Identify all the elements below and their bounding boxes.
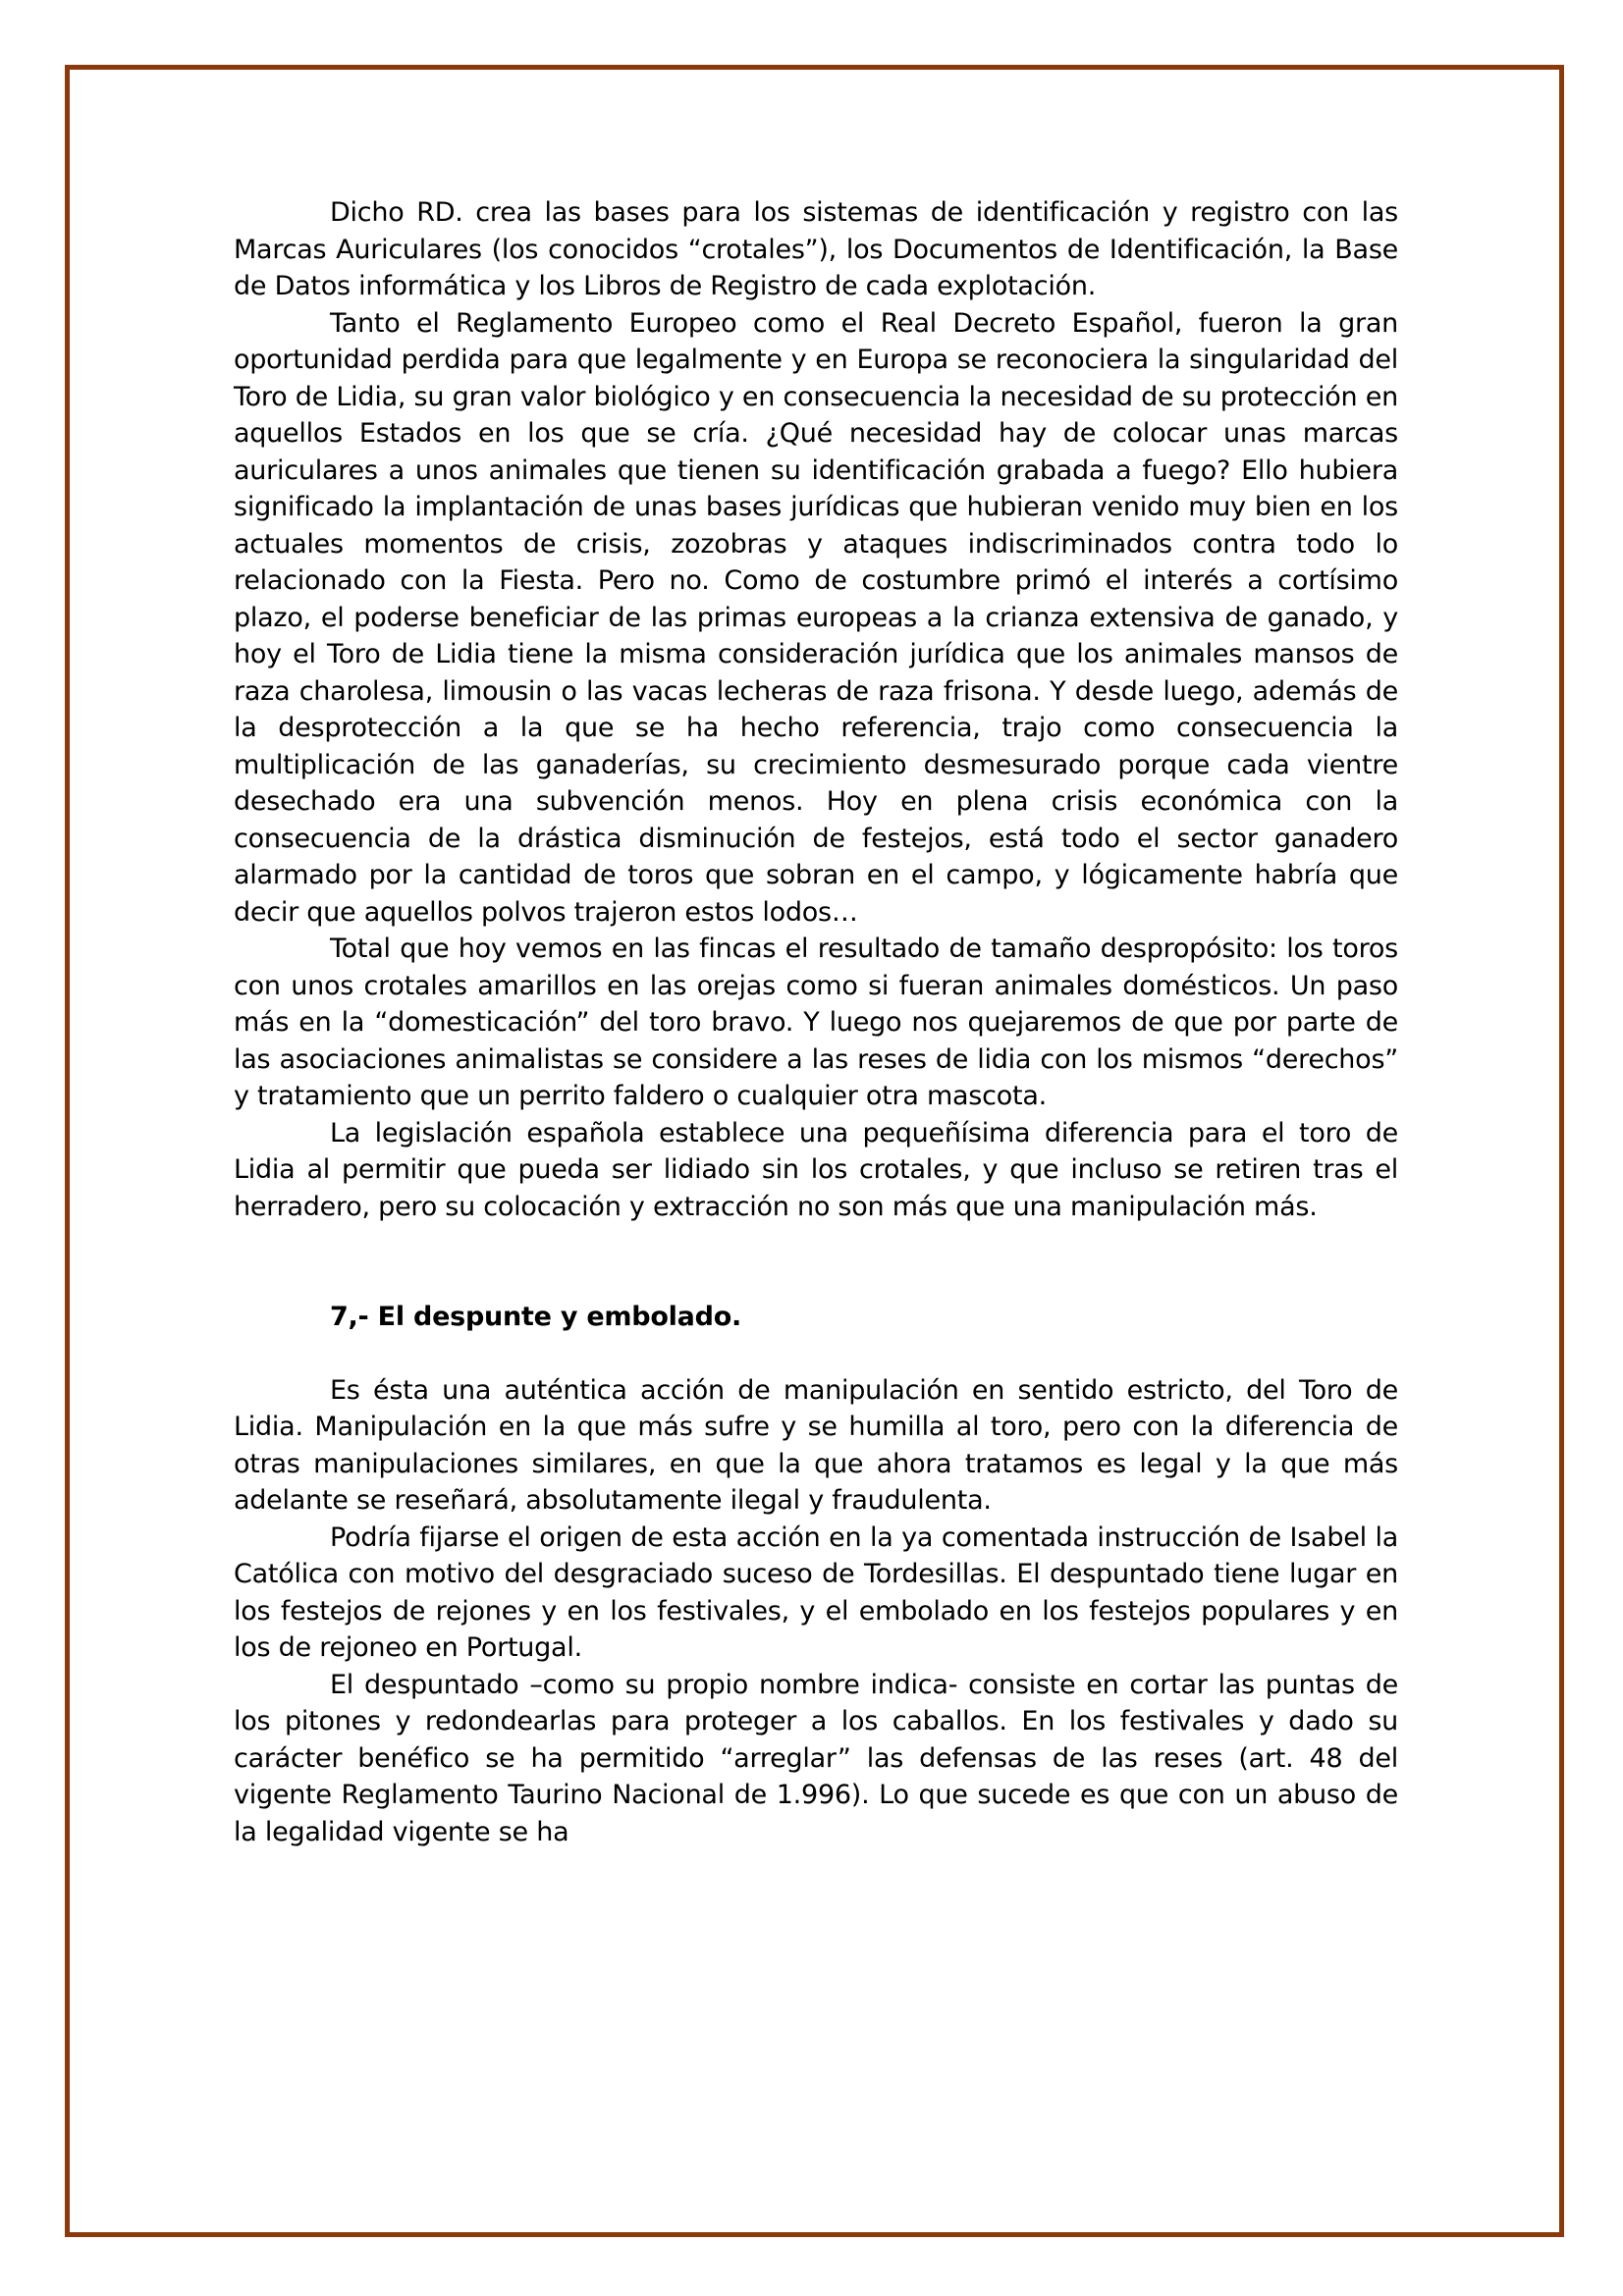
document-body	[234, 194, 1398, 1850]
paragraph-spanish-legislation: La legislación española establece una pequeñísima diferencia para el toro de Lidia al permitir que pueda ser lidiado sin los crotales, y que incluso se retiren tras el herradero, pero su colocación y extracción no son más que una manipulación más.	[234, 1117, 1398, 1222]
paragraph-manipulation: Es ésta una auténtica acción de manipulación en sentido estricto, del Toro de Lidia. Manipulación en la que más sufre y se humilla al toro, pero con la diferencia de otras manipulaciones similares, en que la que ahora tratamos es legal y la que más adelante se reseñará, absolutamente ilegal y fraudulenta.	[234, 1374, 1398, 1516]
paragraph-crotales-fincas: Total que hoy vemos en las fincas el resultado de tamaño despropósito: los toros con unos crotales amarillos en las orejas como si fueran animales domésticos. Un paso más en la “domesticación” del toro bravo. Y luego nos quejaremos de que por parte de las asociaciones animalistas se considere a las reses de lidia con los mismos “derechos” y tratamiento que un perrito faldero o cualquier otra mascota.	[234, 934, 1398, 1111]
section-heading: 7,- El despunte y embolado.	[330, 1302, 742, 1332]
paragraph-despuntado: El despuntado –como su propio nombre indica- consiste en cortar las puntas de los pitones y redondearlas para proteger a los caballos. En los festivales y dado su carácter benéfico se ha permitido “arreglar” las defensas de las reses (art. 48 del vigente Reglamento Taurino Nacional de 1.996). Lo que sucede es que con un abuso de la legalidad vigente se ha	[234, 1669, 1398, 1847]
paragraph-origin: Podría fijarse el origen de esta acción en la ya comentada instrucción de Isabel la Católica con motivo del desgraciado suceso de Tordesillas. El despuntado tiene lugar en los festejos de rejones y en los festivales, y el embolado en los festejos populares y en los de rejoneo en Portugal.	[234, 1522, 1398, 1663]
paragraph-lost-opportunity: Tanto el Reglamento Europeo como el Real Decreto Español, fueron la gran oportunidad perdida para que legalmente y en Europa se reconociera la singularidad del Toro de Lidia, su gran valor biológico y en consecuencia la necesidad de su protección en aquellos Estados en los que se cría. ¿Qué necesidad hay de colocar unas marcas auriculares a unos animales que tienen su identificación grabada a fuego? Ello hubiera significado la implantación de unas bases jurídicas que hubieran venido muy bien en los actuales momentos de crisis, zozobras y ataques indiscriminados contra todo lo relacionado con la Fiesta. Pero no. Como de costumbre primó el interés a cortísimo plazo, el poderse beneficiar de las primas europeas a la crianza extensiva de ganado, y hoy el Toro de Lidia tiene la misma consideración jurídica que los animales mansos de raza charolesa, limousin o las vacas lecheras de raza frisona. Y desde luego, además de la desprotección a la que se ha hecho referencia, trajo como consecuencia la multiplicación de las ganaderías, su crecimiento desmesurado porque cada vientre desechado era una subvención menos. Hoy en plena crisis económica con la consecuencia de la drástica disminución de festejos, está todo el sector ganadero alarmado por la cantidad de toros que sobran en el campo, y lógicamente habría que decir que aquellos polvos trajeron estos lodos…	[234, 307, 1398, 928]
paragraph-rd-identification: Dicho RD. crea las bases para los sistemas de identificación y registro con las Marcas Auriculares (los conocidos “crotales”), los Documentos de Identificación, la Base de Datos informática y los Libros de Registro de cada explotación.	[234, 197, 1398, 301]
